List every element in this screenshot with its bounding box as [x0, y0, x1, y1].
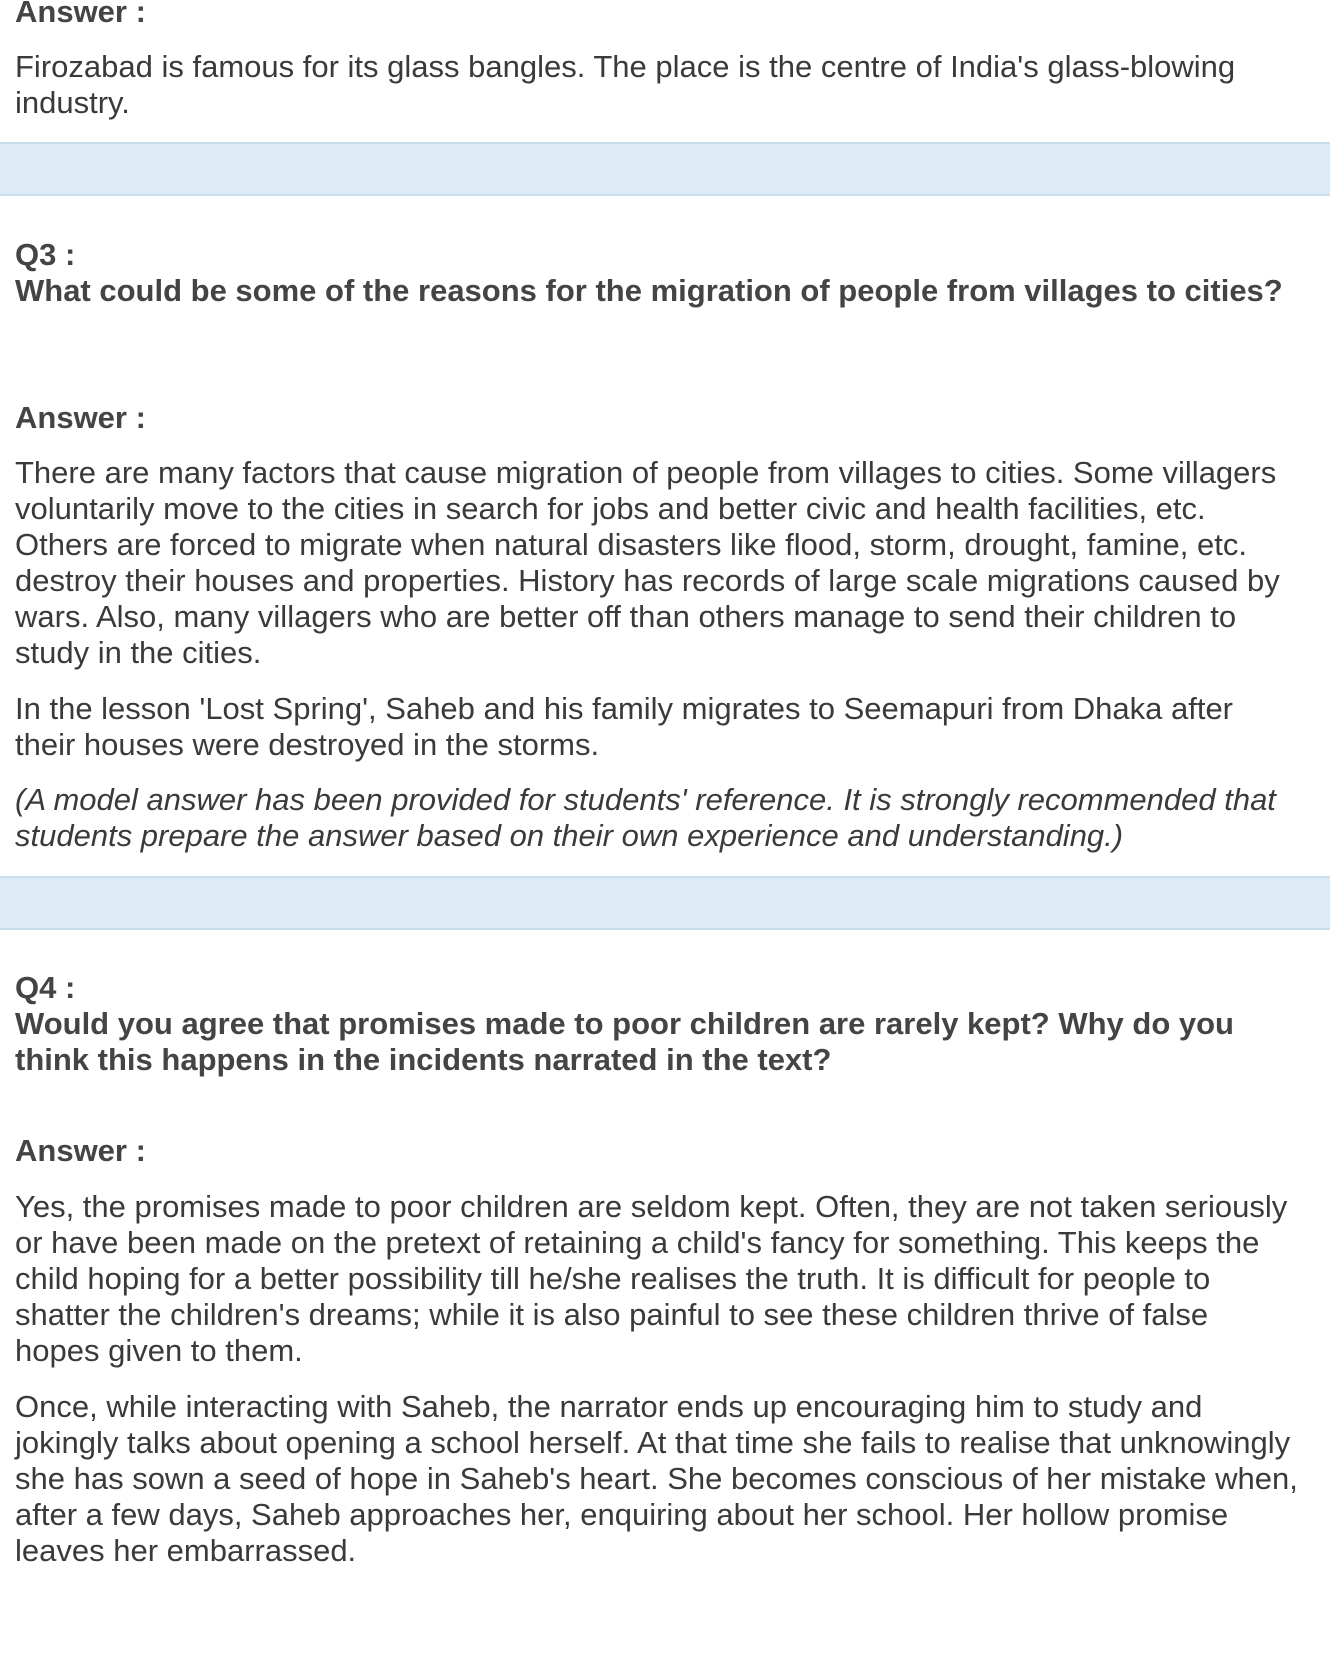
q3-answer-heading-block	[15, 400, 1300, 436]
q2-answer-text-block	[15, 49, 1300, 121]
q3-label: Q3 :	[15, 237, 76, 272]
q3-answer-heading: Answer :	[15, 400, 146, 435]
q4-answer-paragraph-1-block	[15, 1189, 1300, 1369]
q3-model-answer-note: (A model answer has been provided for students' reference. It is strongly recommended that students prepare the answer based on their own experience and understanding.)	[15, 782, 1276, 853]
section-separator	[0, 876, 1330, 930]
q4-question-text: Would you agree that promises made to poor children are rarely kept? Why do you think this happens in the incidents narrated in the text?	[15, 1006, 1234, 1077]
section-separator	[0, 142, 1330, 196]
q4-answer-paragraph: Once, while interacting with Saheb, the narrator ends up encouraging him to study and jokingly talks about opening a school herself. At that time she fails to realise that unknowingly she has sown a seed of hope in Saheb's heart. She becomes conscious of her mistake when, after a few days, Saheb approaches her, enquiring about her school. Her hollow promise leaves her embarrassed.	[15, 1389, 1298, 1568]
q3-answer-paragraph-2-block	[15, 691, 1300, 763]
q4-answer-heading-block	[15, 1133, 1300, 1169]
q2-answer-block	[15, 0, 1300, 30]
q4-label: Q4 :	[15, 970, 76, 1005]
q3-question-text: What could be some of the reasons for the migration of people from villages to cities?	[15, 273, 1283, 308]
q3-question-block	[15, 236, 1300, 309]
q4-answer-paragraph-2-block	[15, 1389, 1300, 1569]
q3-answer-paragraph-1-block	[15, 455, 1300, 671]
q4-answer-heading: Answer :	[15, 1133, 146, 1168]
q4-question-block	[15, 969, 1300, 1078]
q3-answer-paragraph: There are many factors that cause migration of people from villages to cities. Some villagers voluntarily move to the cities in search for jobs and better civic and health facilities, etc. Others are forced to migrate when natural disasters like flood, storm, drought, famine, etc. destroy their houses and properties. History has records of large scale migrations caused by wars. Also, many villagers who are better off than others manage to send their children to study in the cities.	[15, 455, 1280, 670]
q2-answer-paragraph: Firozabad is famous for its glass bangles. The place is the centre of India's glass-blowing industry.	[15, 49, 1236, 120]
q3-answer-paragraph: In the lesson 'Lost Spring', Saheb and his family migrates to Seemapuri from Dhaka after their houses were destroyed in the storms.	[15, 691, 1234, 762]
q3-note-block	[15, 782, 1300, 854]
q4-answer-paragraph: Yes, the promises made to poor children are seldom kept. Often, they are not taken seriously or have been made on the pretext of retaining a child's fancy for something. This keeps the child hoping for a better possibility till he/she realises the truth. It is difficult for people to shatter the children's dreams; while it is also painful to see these children thrive of false hopes given to them.	[15, 1189, 1288, 1368]
q2-answer-heading: Answer :	[15, 0, 146, 29]
